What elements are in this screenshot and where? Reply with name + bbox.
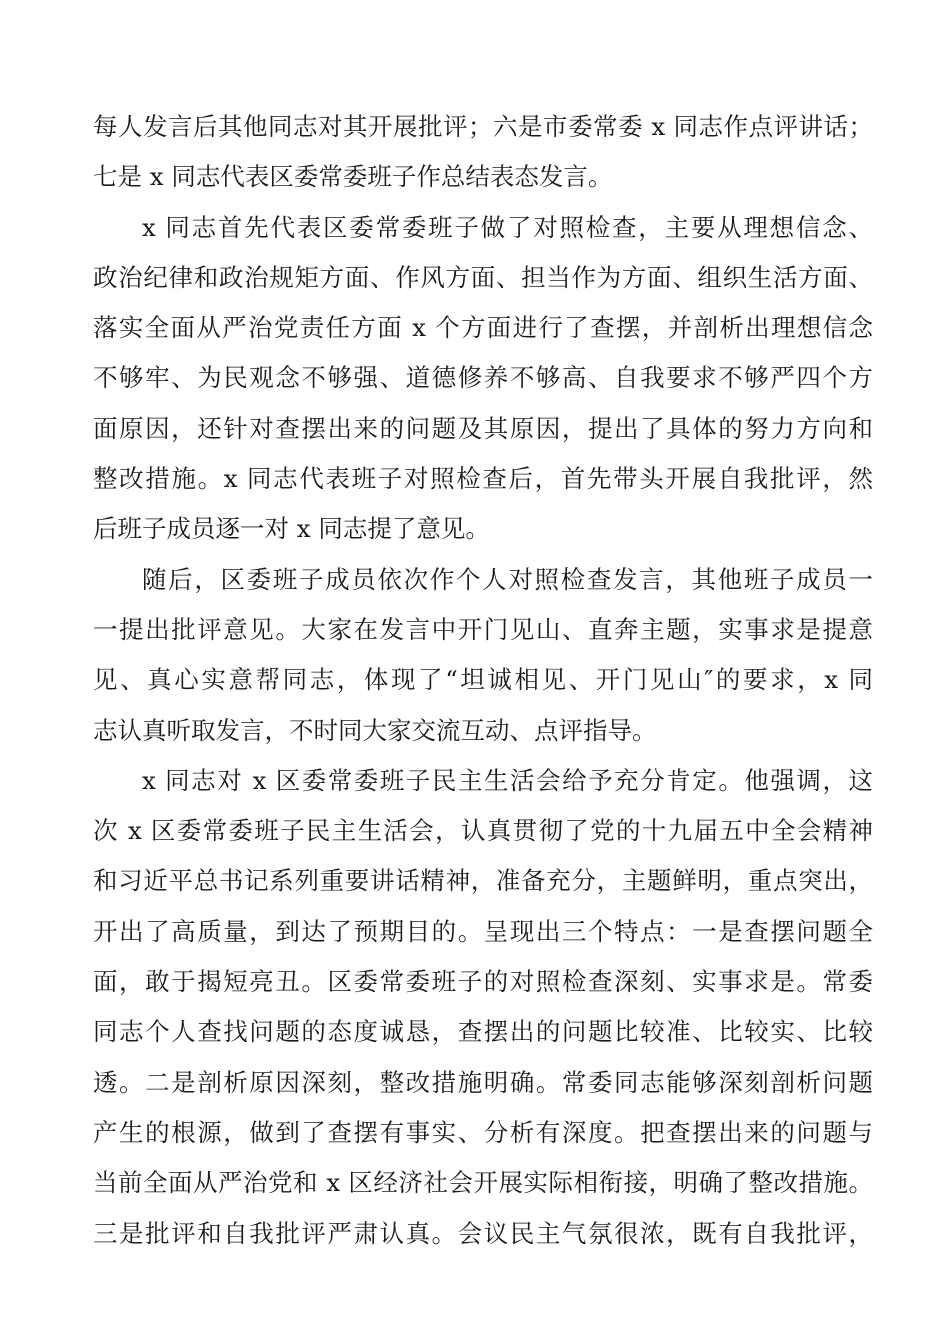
text-line: 政治纪律和政治规矩方面、作风方面、担当作为方面、组织生活方面、 (93, 262, 873, 292)
text-line: 见、真心实意帮同志，体现了“坦诚相见、开门见山″的要求，x 同 (93, 665, 873, 695)
text-line: 落实全面从严治党责任方面 x 个方面进行了查摆，并剖析出理想信念 (93, 313, 873, 343)
paragraph-first-line: x 同志对 x 区委常委班子民主生活会给予充分肯定。他强调，这 (142, 765, 873, 795)
text-line: 同志个人查找问题的态度诚恳，查摆出的问题比较准、比较实、比较 (93, 1017, 873, 1047)
text-line: 后班子成员逐一对 x 同志提了意见。 (93, 514, 490, 544)
text-line: 不够牢、为民观念不够强、道德修养不够高、自我要求不够严四个方 (93, 363, 873, 393)
paragraph-first-line: x 同志首先代表区委常委班子做了对照检查，主要从理想信念、 (142, 212, 873, 242)
text-line: 整改措施。x 同志代表班子对照检查后，首先带头开展自我批评，然 (93, 464, 873, 494)
text-line: 开出了高质量，到达了预期目的。呈现出三个特点：一是查摆问题全 (93, 916, 873, 946)
text-line: 和习近平总书记系列重要讲话精神，准备充分，主题鲜明，重点突出， (93, 866, 873, 896)
text-line: 透。二是剖析原因深刻，整改措施明确。常委同志能够深刻剖析问题 (93, 1067, 873, 1097)
text-line: 一提出批评意见。大家在发言中开门见山、直奔主题，实事求是提意 (93, 614, 873, 644)
text-line: 面，敢于揭短亮丑。区委常委班子的对照检查深刻、实事求是。常委 (93, 967, 873, 997)
text-line: 志认真听取发言，不时同大家交流互动、点评指导。 (93, 715, 657, 745)
text-line: 面原因，还针对查摆出来的问题及其原因，提出了具体的努力方向和 (93, 413, 873, 443)
text-line: 三是批评和自我批评严肃认真。会议民主气氛很浓，既有自我批评， (93, 1218, 873, 1248)
text-line: 产生的根源，做到了查摆有事实、分析有深度。把查摆出来的问题与 (93, 1117, 873, 1147)
text-line: 当前全面从严治党和 x 区经济社会开展实际相衔接，明确了整改措施。 (93, 1168, 873, 1198)
text-line: 每人发言后其他同志对其开展批评；六是市委常委 x 同志作点评讲话； (93, 112, 873, 141)
paragraph-first-line: 随后，区委班子成员依次作个人对照检查发言，其他班子成员一 (142, 564, 873, 594)
text-line: 次 x 区委常委班子民主生活会，认真贯彻了党的十九届五中全会精神 (93, 816, 873, 846)
text-line: 七是 x 同志代表区委常委班子作总结表态发言。 (93, 162, 613, 192)
body-text (93, 102, 873, 1259)
